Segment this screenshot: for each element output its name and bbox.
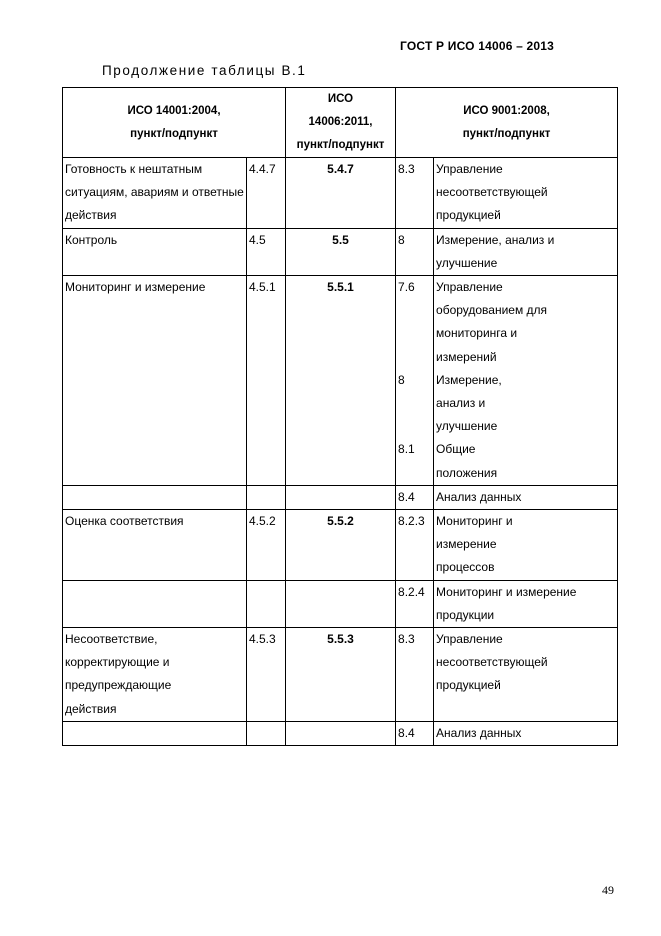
iso14001-clause: 4.5 bbox=[247, 228, 286, 275]
column-header-iso14001: ИСО 14001:2004, пункт/подпункт bbox=[63, 88, 286, 158]
iso14001-clause: 4.4.7 bbox=[247, 158, 286, 229]
iso14006-clause: 5.5.1 bbox=[286, 276, 396, 486]
document-header: ГОСТ Р ИСО 14006 – 2013 bbox=[400, 39, 555, 53]
table-row bbox=[63, 485, 618, 509]
iso14006-clause: 5.5 bbox=[286, 228, 396, 275]
column-header-iso9001: ИСО 9001:2008, пункт/подпункт bbox=[396, 88, 618, 158]
iso9001-clause: 8.4 bbox=[396, 721, 434, 745]
iso14001-title bbox=[63, 485, 247, 509]
iso14006-clause bbox=[286, 580, 396, 627]
iso9001-clause: 8.3 bbox=[396, 158, 434, 229]
iso14001-clause: 4.5.2 bbox=[247, 510, 286, 581]
iso14006-clause: 5.5.2 bbox=[286, 510, 396, 581]
iso9001-title: Управление несоответствующей продукцией bbox=[434, 628, 618, 722]
iso9001-clause: 7.6 8 8.1 bbox=[396, 276, 434, 486]
iso14001-title: Оценка соответствия bbox=[63, 510, 247, 581]
column-header-iso14006: ИСО 14006:2011, пункт/подпункт bbox=[286, 88, 396, 158]
iso14006-clause: 5.4.7 bbox=[286, 158, 396, 229]
iso9001-title: Управление несоответствующей продукцией bbox=[434, 158, 618, 229]
table-header-row bbox=[63, 88, 618, 158]
correspondence-table bbox=[62, 87, 618, 746]
page-number: 49 bbox=[602, 883, 614, 897]
iso9001-clause: 8.2.4 bbox=[396, 580, 434, 627]
iso14001-title: Готовность к нештатным ситуациям, авариям и ответные действия bbox=[63, 158, 247, 229]
table-row bbox=[63, 158, 618, 229]
iso9001-clause: 8.3 bbox=[396, 628, 434, 722]
iso9001-title: Измерение, анализ и улучшение bbox=[434, 228, 618, 275]
table-row bbox=[63, 228, 618, 275]
table-caption: Продолжение таблицы В.1 bbox=[102, 63, 307, 78]
iso14001-title bbox=[63, 721, 247, 745]
table-row bbox=[63, 276, 618, 486]
iso14001-title: Несоответствие, корректирующие и предупреждающие действия bbox=[63, 628, 247, 722]
table-row bbox=[63, 510, 618, 581]
iso14006-clause: 5.5.3 bbox=[286, 628, 396, 722]
iso9001-title: Мониторинг и измерение продукции bbox=[434, 580, 618, 627]
iso14001-clause: 4.5.1 bbox=[247, 276, 286, 486]
iso9001-title: Анализ данных bbox=[434, 485, 618, 509]
iso14006-clause bbox=[286, 721, 396, 745]
iso9001-clause: 8 bbox=[396, 228, 434, 275]
iso14001-clause bbox=[247, 580, 286, 627]
iso14006-clause bbox=[286, 485, 396, 509]
iso14001-clause bbox=[247, 485, 286, 509]
iso9001-title: Анализ данных bbox=[434, 721, 618, 745]
iso14001-title: Контроль bbox=[63, 228, 247, 275]
table-row bbox=[63, 721, 618, 745]
iso9001-clause: 8.4 bbox=[396, 485, 434, 509]
iso14001-title bbox=[63, 580, 247, 627]
iso14001-title: Мониторинг и измерение bbox=[63, 276, 247, 486]
iso14001-clause: 4.5.3 bbox=[247, 628, 286, 722]
iso9001-title: Управление оборудованием для мониторинга и измерений Измерение, анализ и улучшение Общие положения bbox=[434, 276, 618, 486]
iso14001-clause bbox=[247, 721, 286, 745]
iso9001-title: Мониторинг и измерение процессов bbox=[434, 510, 618, 581]
iso9001-clause: 8.2.3 bbox=[396, 510, 434, 581]
table-row bbox=[63, 580, 618, 627]
table-row bbox=[63, 628, 618, 722]
